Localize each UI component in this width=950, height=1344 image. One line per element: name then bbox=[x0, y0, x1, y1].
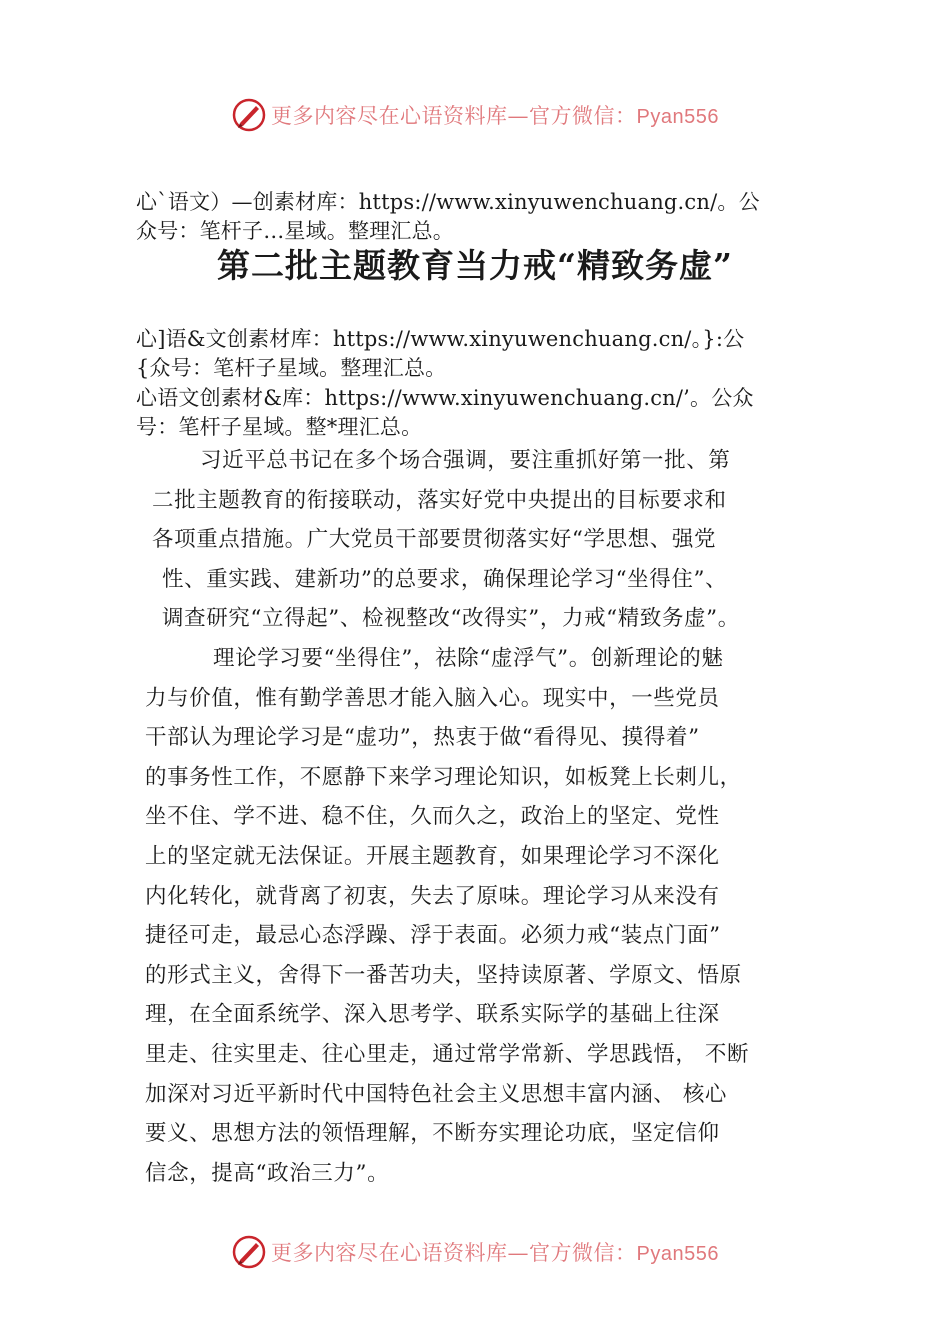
text-line: 性、重实践、建新功”的总要求，确保理论学习“坐得住”、 bbox=[162, 566, 728, 592]
text-line: 捷径可走，最忌心态浮躁、浮于表面。必须力戒“装点门面” bbox=[145, 923, 721, 949]
text-line: 干部认为理论学习是“虚功”，热衷于做“看得见、摸得着” bbox=[145, 725, 700, 751]
logo-pen-icon bbox=[231, 97, 267, 133]
page-title: 第二批主题教育当力戒“精致务虚” bbox=[217, 246, 733, 285]
text-line: 里走、往实里走、往心里走，通过常学常新、学思践悟， 不断 bbox=[145, 1041, 750, 1067]
text-line: 信念，提高“政治三力”。 bbox=[145, 1160, 390, 1186]
source-note-line: 心`语文）—创素材库：https://www.xinyuwenchuang.cn/。公 bbox=[136, 190, 760, 214]
text-line: 理，在全面系统学、深入思考学、联系实际学的基础上往深 bbox=[145, 1002, 720, 1028]
source-note-line: {众号：笔杆子星域。整理汇总。 bbox=[136, 356, 447, 380]
source-note-line: 心]语&文创素材库：https://www.xinyuwenchuang.cn/。}:公 bbox=[136, 327, 745, 351]
paragraph-intro bbox=[152, 441, 740, 639]
text-line: 的事务性工作，不愿静下来学习理论知识，如板凳上长刺儿， bbox=[145, 764, 742, 790]
wechat-id: Pyan556 bbox=[636, 106, 719, 128]
source-note-line: 心语文创素材&库：https://www.xinyuwenchuang.cn/’。公众 bbox=[136, 386, 754, 410]
text-line: 上的坚定就无法保证。开展主题教育，如果理论学习不深化 bbox=[145, 843, 720, 869]
header-banner bbox=[0, 95, 950, 135]
text-line: 各项重点措施。广大党员干部要贯彻落实好“学思想、强党 bbox=[152, 527, 717, 553]
footer-banner bbox=[0, 1232, 950, 1272]
text-line: 习近平总书记在多个场合强调，要注重抓好第一批、第 bbox=[200, 448, 731, 473]
wechat-id: Pyan556 bbox=[636, 1243, 719, 1265]
text-line: 调查研究“立得起”、检视整改“改得实”，力戒“精致务虚”。 bbox=[162, 606, 740, 632]
text-line: 二批主题教育的衔接联动，落实好党中央提出的目标要求和 bbox=[152, 487, 727, 513]
text-line: 内化转化，就背离了初衷，失去了原味。理论学习从来没有 bbox=[145, 883, 720, 909]
text-line: 理论学习要“坐得住”，祛除“虚浮气”。创新理论的魅 bbox=[213, 646, 724, 671]
text-line: 坐不住、学不进、稳不住，久而久之，政治上的坚定、党性 bbox=[145, 804, 720, 830]
paragraph-theory-study bbox=[145, 639, 749, 1193]
source-note-line: 众号：笔杆子…星域。整理汇总。 bbox=[136, 219, 454, 243]
text-line: 力与价值，惟有勤学善思才能入脑入心。现实中，一些党员 bbox=[145, 685, 720, 711]
source-note-line: 号：笔杆子星域。整*理汇总。 bbox=[136, 415, 423, 439]
banner-text: 更多内容尽在心语资料库—官方微信：Pyan556 bbox=[271, 104, 719, 128]
text-line: 要义、思想方法的领悟理解，不断夯实理论功底，坚定信仰 bbox=[145, 1121, 720, 1147]
logo-pen-icon bbox=[231, 1234, 267, 1270]
banner-text: 更多内容尽在心语资料库—官方微信：Pyan556 bbox=[271, 1241, 719, 1265]
text-line: 加深对习近平新时代中国特色社会主义思想丰富内涵、 核心 bbox=[145, 1081, 728, 1107]
text-line: 的形式主义，舍得下一番苦功夫，坚持读原著、学原文、悟原 bbox=[145, 962, 742, 988]
